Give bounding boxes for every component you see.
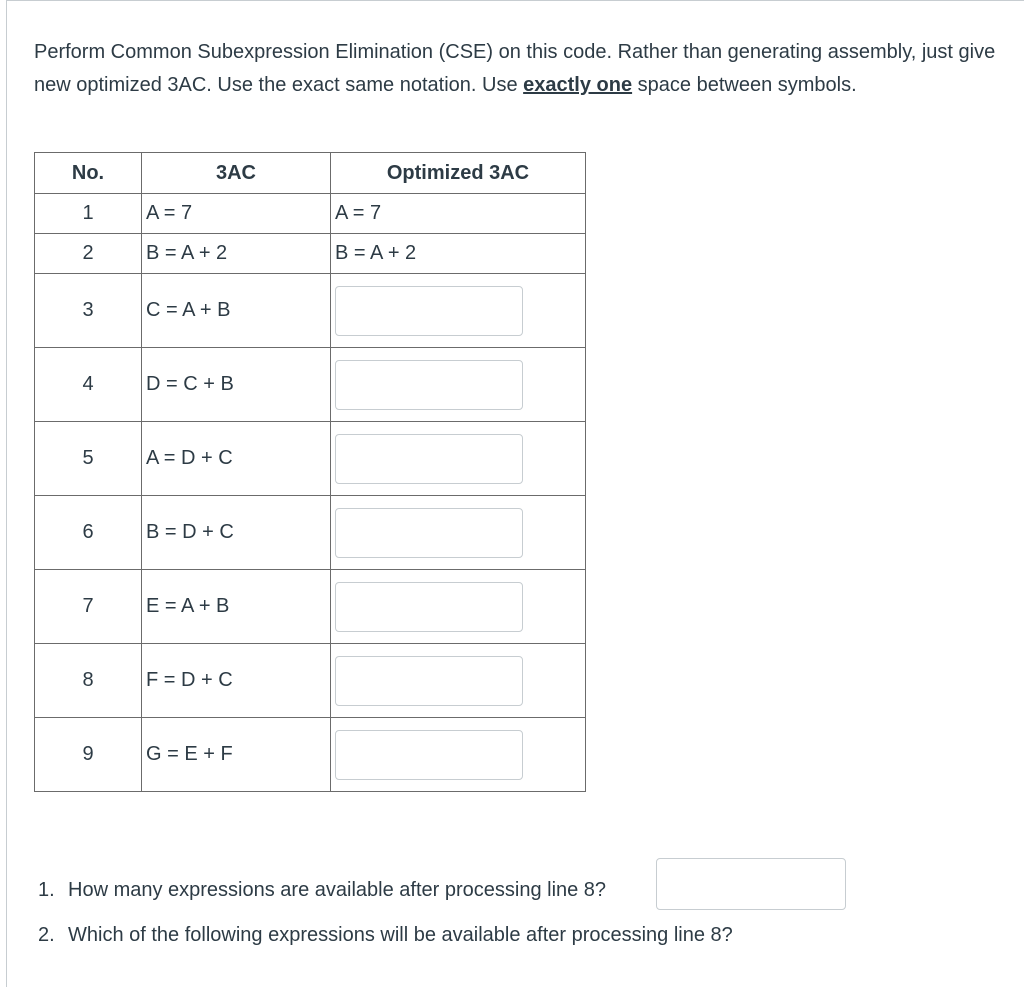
header-no: No. (35, 153, 142, 194)
row-number: 6 (35, 496, 142, 570)
question-number: 2. (38, 924, 55, 946)
table-row (35, 718, 586, 792)
instructions-emphasis: exactly one (523, 74, 633, 96)
answer-input-line-9[interactable] (335, 730, 523, 780)
row-number: 1 (35, 194, 142, 234)
cse-table (34, 152, 586, 792)
row-answer-cell (331, 348, 586, 422)
question-2 (38, 920, 733, 972)
instructions-text (34, 36, 1004, 102)
table-row (35, 194, 586, 234)
row-3ac: B = A + 2 (142, 234, 331, 274)
answer-input-line-4[interactable] (335, 360, 523, 410)
answer-input-line-6[interactable] (335, 508, 523, 558)
row-answer-cell (331, 496, 586, 570)
row-3ac: A = 7 (142, 194, 331, 234)
header-3ac: 3AC (142, 153, 331, 194)
question-number: 1. (38, 879, 55, 901)
answer-input-line-3[interactable] (335, 286, 523, 336)
row-answer-cell (331, 570, 586, 644)
question-list (38, 858, 733, 972)
instructions-part2: space between symbols. (632, 74, 857, 96)
row-number: 4 (35, 348, 142, 422)
panel-top-border (6, 0, 1024, 1)
row-3ac: G = E + F (142, 718, 331, 792)
table-row (35, 496, 586, 570)
table-row (35, 348, 586, 422)
row-number: 5 (35, 422, 142, 496)
row-optimized: B = A + 2 (331, 234, 586, 274)
row-3ac: A = D + C (142, 422, 331, 496)
row-3ac: B = D + C (142, 496, 331, 570)
question-1 (38, 858, 733, 920)
table-row (35, 570, 586, 644)
available-expressions-count-input[interactable] (656, 858, 846, 910)
table-row (35, 422, 586, 496)
row-number: 2 (35, 234, 142, 274)
row-answer-cell (331, 422, 586, 496)
table-header-row (35, 153, 586, 194)
question-content (34, 36, 1004, 946)
question-text: How many expressions are available after processing line 8? (68, 879, 607, 901)
answer-input-line-7[interactable] (335, 582, 523, 632)
row-number: 7 (35, 570, 142, 644)
row-3ac: D = C + B (142, 348, 331, 422)
answer-input-line-8[interactable] (335, 656, 523, 706)
table-row (35, 234, 586, 274)
instructions-part1: Perform Common Subexpression Elimination (CSE) on this code. Rather than generating assembly, just give new optimized 3AC. Use the exact same notation. Use (34, 41, 996, 96)
row-answer-cell (331, 718, 586, 792)
answer-input-line-5[interactable] (335, 434, 523, 484)
row-number: 3 (35, 274, 142, 348)
row-optimized: A = 7 (331, 194, 586, 234)
row-3ac: C = A + B (142, 274, 331, 348)
row-3ac: E = A + B (142, 570, 331, 644)
panel-left-border (6, 0, 7, 987)
row-3ac: F = D + C (142, 644, 331, 718)
row-answer-cell (331, 274, 586, 348)
header-optimized-3ac: Optimized 3AC (331, 153, 586, 194)
row-number: 9 (35, 718, 142, 792)
question-text: Which of the following expressions will be available after processing line 8? (68, 924, 733, 946)
row-number: 8 (35, 644, 142, 718)
table-row (35, 644, 586, 718)
table-row (35, 274, 586, 348)
row-answer-cell (331, 644, 586, 718)
